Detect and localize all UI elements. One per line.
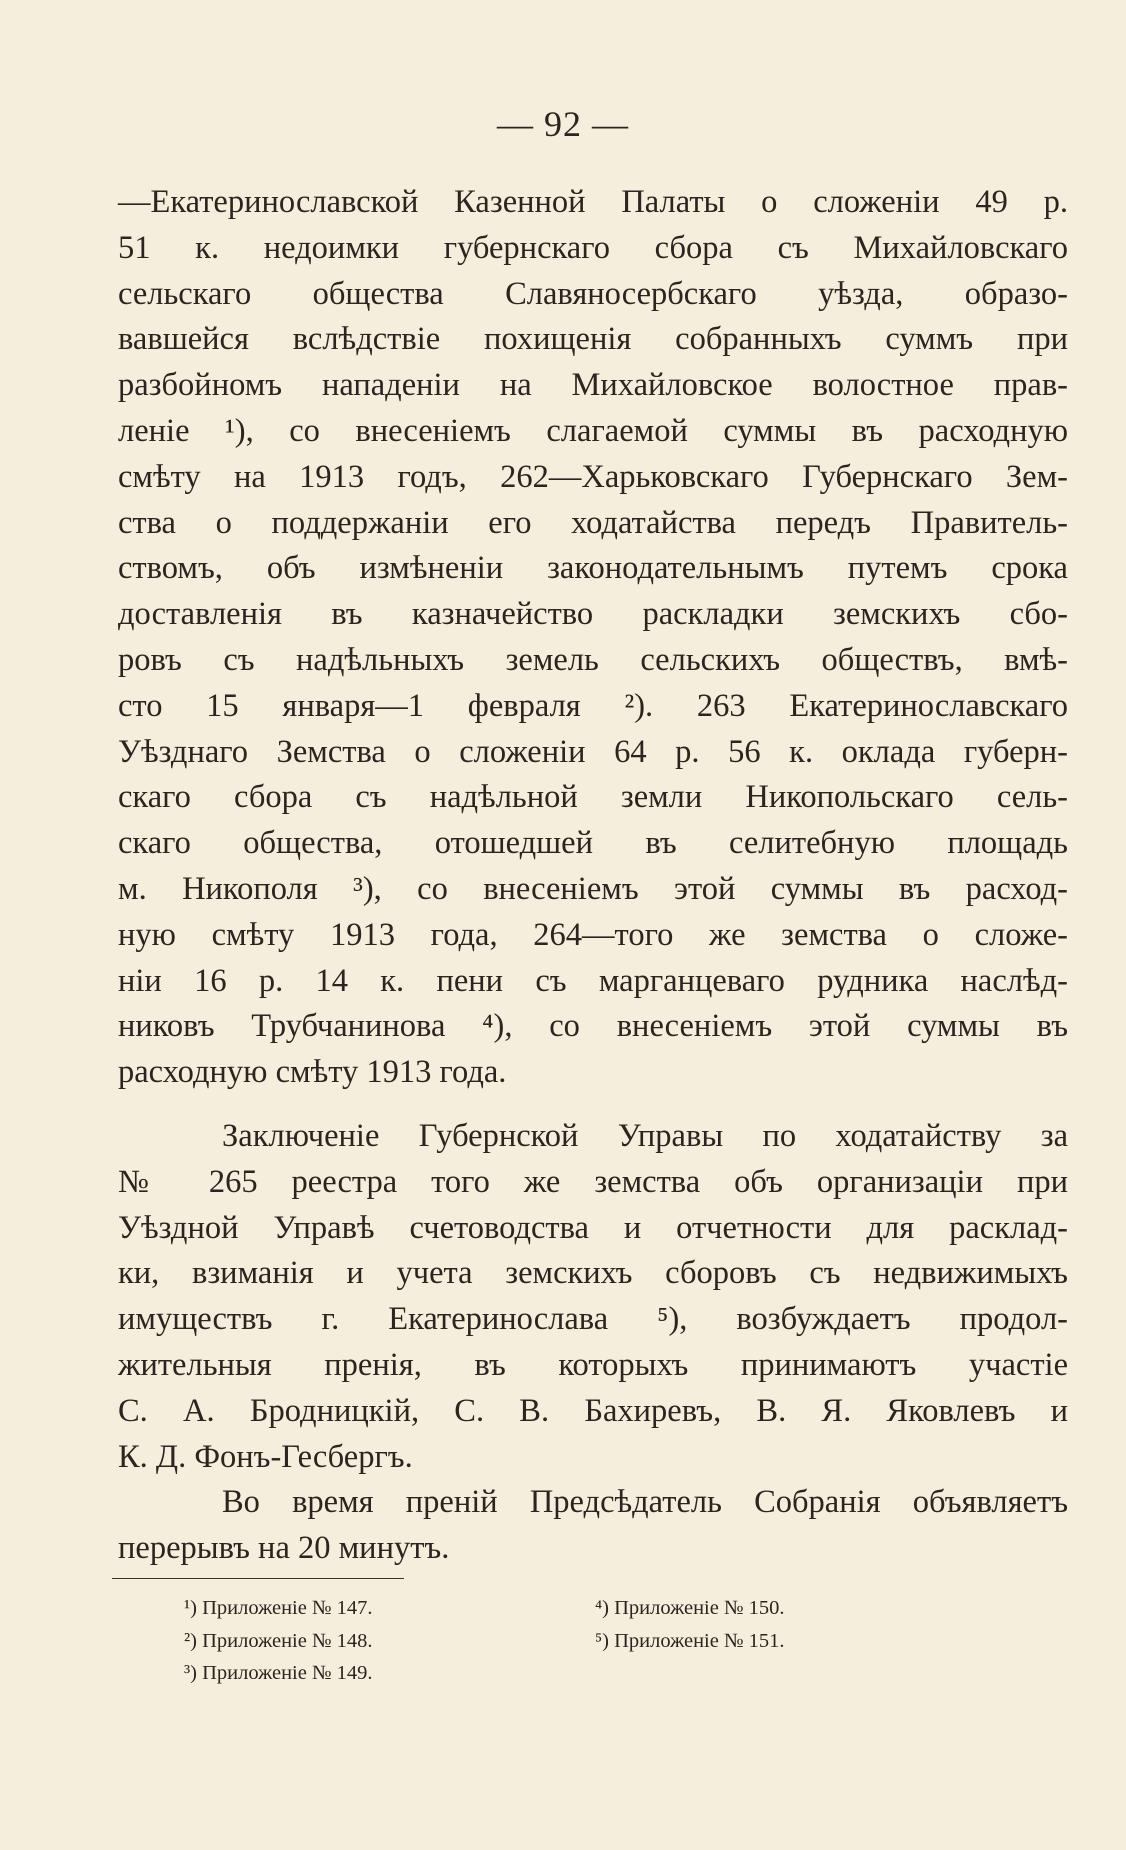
text-line: ствомъ, объ измѣненіи законодательнымъ путемъ срока [118,550,1068,587]
text-line: расходную смѣту 1913 года. [118,1054,507,1091]
text-line: Заключеніе Губернской Управы по ходатайству за [222,1117,1068,1154]
text-line: сельскаго общества Славяносербскаго уѣзда, образо- [118,275,1068,312]
text-line: сто 15 января—1 февраля ²). 263 Екатеринославскаго [118,687,1068,724]
paragraph [118,1480,1068,1572]
footnotes-right-column [595,1592,785,1657]
text-line: ную смѣту 1913 года, 264—того же земства о сложе- [118,916,1068,953]
text-line: леніе ¹), со внесеніемъ слагаемой суммы въ расходную [118,412,1068,449]
text-line: ніи 16 р. 14 к. пени съ марганцеваго рудника наслѣд- [118,962,1068,999]
text-line: м. Никополя ³), со внесеніемъ этой суммы въ расход- [118,870,1068,907]
text-line: С. А. Бродницкій, С. В. Бахиревъ, В. Я. Яковлевъ и [118,1392,1068,1429]
footnote: ⁵) Приложеніе № 151. [595,1629,785,1652]
footnote: ³) Приложеніе № 149. [184,1662,373,1684]
footnote: ²) Приложеніе № 148. [184,1629,373,1652]
text-line: ровъ съ надѣльныхъ земель сельскихъ обществъ, вмѣ- [118,641,1068,678]
footnote: ⁴) Приложеніе № 150. [595,1597,785,1619]
text-line: вавшейся вслѣдствіе похищенія собранныхъ суммъ при [118,321,1068,358]
text-line: имуществъ г. Екатеринослава ⁵), возбуждаетъ продол- [118,1301,1068,1338]
text-line: разбойномъ нападеніи на Михайловское волостное прав- [118,367,1068,404]
paragraph [118,1114,1068,1480]
text-line: Во время преній Предсѣдатель Собранія объявляетъ [222,1484,1068,1521]
text-line: Уѣзднаго Земства о сложеніи 64 р. 56 к. оклада губерн- [118,733,1068,770]
body-text [118,180,1068,1572]
footnote: ¹) Приложеніе № 147. [184,1597,373,1619]
text-line: —Екатеринославской Казенной Палаты о сложеніи 49 р. [118,184,1068,220]
text-line: жительныя пренія, въ которыхъ принимаютъ участіе [118,1346,1068,1383]
footnotes-left-column [184,1592,373,1690]
text-line: ки, взиманія и учета земскихъ сборовъ съ недвижимыхъ [118,1255,1068,1292]
text-line: К. Д. Фонъ-Гесбергъ. [118,1438,413,1475]
text-line: скаго общества, отошедшей въ селитебную площадь [118,825,1068,862]
footnote-rule [112,1578,404,1579]
text-line: перерывъ на 20 минутъ. [118,1530,450,1567]
text-line: доставленія въ казначейство раскладки земскихъ сбо- [118,596,1068,633]
text-line: ства о поддержаніи его ходатайства передъ Правитель- [118,504,1068,541]
text-line: Уѣздной Управѣ счетоводства и отчетности для расклад- [118,1209,1068,1246]
text-line: никовъ Трубчанинова ⁴), со внесеніемъ этой суммы въ [118,1008,1068,1045]
page-number: — 92 — [497,104,629,144]
text-line: смѣту на 1913 годъ, 262—Харьковскаго Губернскаго Зем- [118,458,1068,495]
paragraph [118,180,1068,1114]
text-line: 51 к. недоимки губернскаго сбора съ Михайловскаго [118,229,1068,266]
text-line: скаго сбора съ надѣльной земли Никопольскаго сель- [118,779,1068,816]
text-line: № 265 реестра того же земства объ организаціи при [118,1163,1068,1200]
